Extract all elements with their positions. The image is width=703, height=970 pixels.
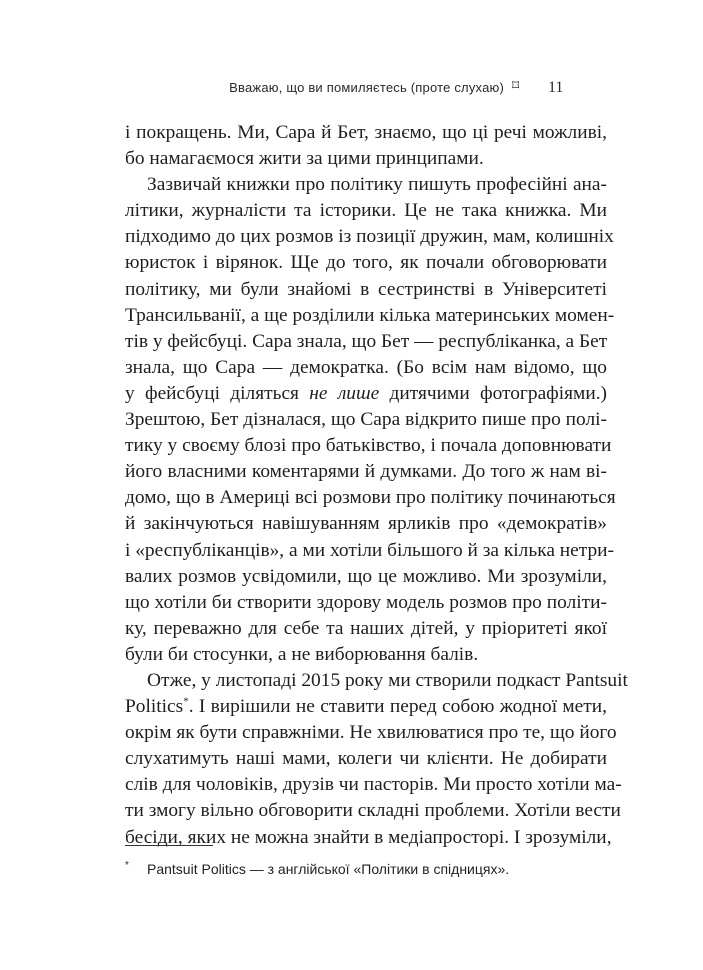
text-line: Трансильванії, а ще розділили кілька материнських момен-: [125, 304, 615, 326]
text-line: політику, ми були знайомі в сестринстві в Університеті: [125, 278, 607, 300]
footnote-marker: *: [125, 860, 129, 871]
text-segment: у фейсбуці діляться: [125, 382, 310, 404]
text-line: тів у фейсбуці. Сара знала, що Бет — республіканка, а Бет: [125, 330, 608, 352]
text-line: літики, журналісти та історики. Це не така книжка. Ми: [125, 200, 607, 222]
text-line: Зазвичай книжки про політику пишуть професійні ана-: [147, 174, 607, 196]
text-line: знала, що Сара — демократка. (Бо всім нам відомо, що: [125, 356, 607, 378]
text-line: [125, 694, 607, 720]
text-line: що хотіли би створити здорову модель розмов про політи-: [125, 591, 607, 613]
footnote-text: Pantsuit Politics — з англійської «Політики в спідницях».: [147, 861, 510, 877]
text-line: Зрештою, Бет дізналася, що Сара відкрито пише про полі-: [125, 409, 607, 431]
text-line: юристок і вірянок. Ще до того, як почали обговорювати: [125, 252, 607, 274]
text-segment: дитячими фотографіями.): [379, 382, 607, 404]
emphasis-text: не лише: [309, 382, 380, 404]
footnote: [125, 861, 607, 877]
text-line: валих розмов усвідомили, що це можливо. Ми зрозуміли,: [125, 565, 607, 587]
text-line: були би стосунки, а не виборювання балів.: [125, 643, 479, 665]
text-line: [125, 381, 607, 407]
text-segment: Politics: [125, 696, 184, 718]
text-line: окрім як бути справжніми. Не хвилюватися про те, що його: [125, 722, 617, 744]
footnote-reference: *: [183, 695, 189, 708]
text-line: його власними коментарями й думками. До того ж нам ві-: [125, 461, 607, 483]
body-text: [125, 120, 628, 851]
text-line: слів для чоловіків, друзів чи пасторів. Ми просто хотіли ма-: [125, 774, 622, 796]
text-line: тику у своєму блозі про батьківство, і почала доповнювати: [125, 435, 612, 457]
running-head-ornament-icon: ⌑: [512, 78, 520, 94]
text-line: ку, переважно для себе та наших дітей, у пріоритеті якої: [125, 617, 607, 639]
page-number: 11: [548, 79, 564, 96]
text-line: слухатимуть наші мами, колеги чи клієнти. Не добирати: [125, 748, 607, 770]
text-line: й закінчуються навішуванням ярликів про «демократів»: [125, 513, 607, 535]
footnote-divider: [125, 845, 213, 846]
text-line: і «республіканців», а ми хотіли більшого й за кілька нетри-: [125, 539, 614, 561]
text-line: Отже, у листопаді 2015 року ми створили подкаст Pantsuit: [147, 669, 628, 691]
text-line: ти змогу вільно обговорити складні проблеми. Хотіли вести: [125, 800, 621, 822]
text-line: бесіди, яких не можна знайти в медіапросторі. І зрозуміли,: [125, 826, 612, 848]
text-line: домо, що в Америці всі розмови про політику починаються: [125, 487, 616, 509]
text-line: і покращень. Ми, Сара й Бет, знаємо, що ці речі можливі,: [125, 122, 607, 143]
text-line: бо намагаємося жити за цими принципами.: [125, 148, 484, 170]
text-line: підходимо до цих розмов із позиції дружин, мам, колишніх: [125, 226, 614, 248]
text-segment: . І вирішили не ставити перед собою жодної мети,: [188, 696, 607, 718]
running-head: Вважаю, що ви помиляєтесь (проте слухаю): [229, 80, 504, 95]
